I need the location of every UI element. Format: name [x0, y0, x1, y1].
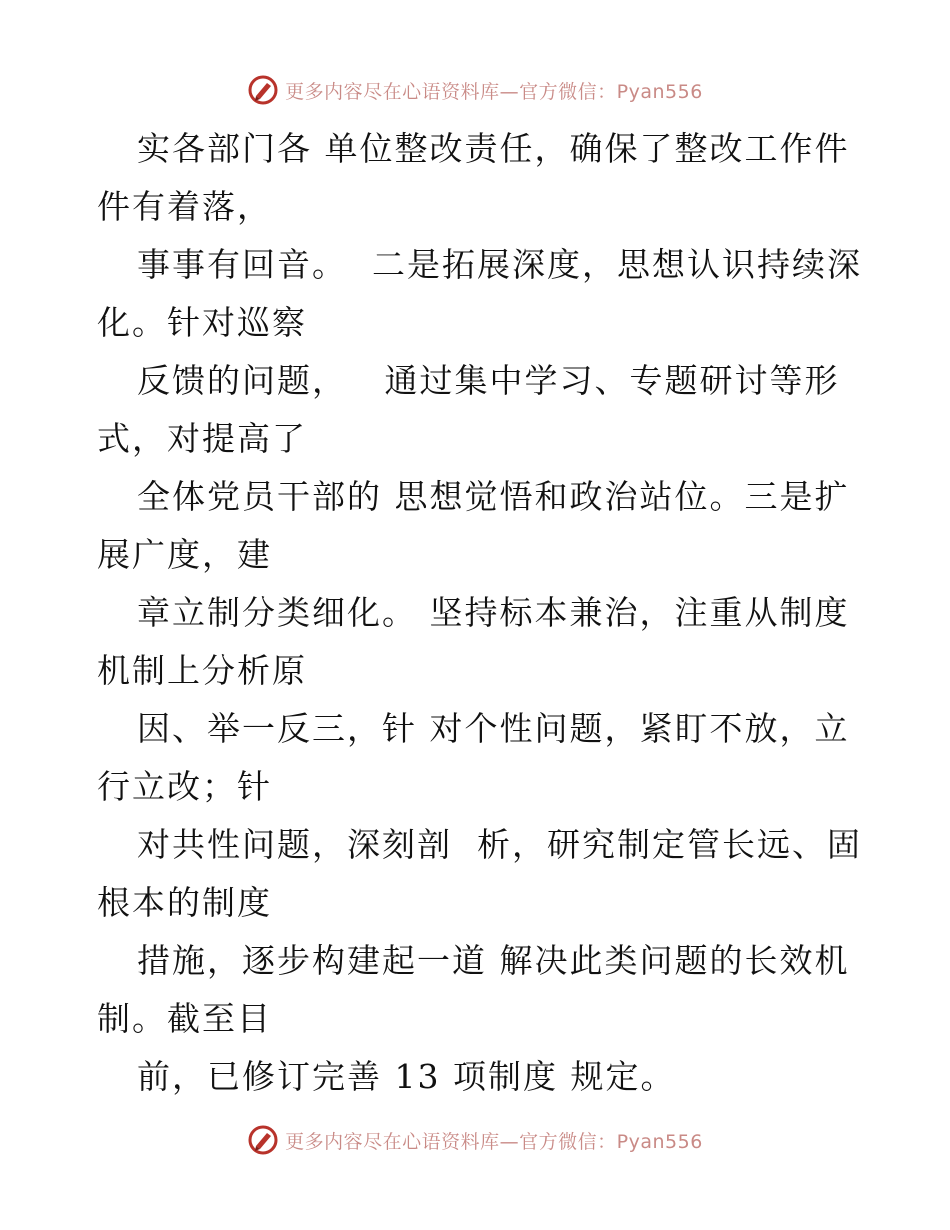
paragraph-line: 展广度，建 [97, 535, 272, 574]
paragraph-line: 件有着落， [97, 187, 272, 226]
footer-banner-inner [247, 1124, 703, 1156]
paragraph-line: 措施，逐步构建起一道 解决此类问题的长效机 [137, 941, 850, 980]
red-pen-circle-logo-icon [247, 74, 279, 106]
paragraph-line: 反馈的问题， 通过集中学习、专题研讨等形 [137, 361, 840, 400]
footer-banner [0, 1120, 950, 1160]
footer-banner-text: 更多内容尽在心语资料库—官方微信：Pyan556 [285, 1130, 703, 1153]
document-body [97, 120, 862, 1106]
paragraph-line: 行立改；针 [97, 767, 272, 806]
paragraph-line: 全体党员干部的 思想觉悟和政治站位。三是扩 [137, 477, 850, 516]
paragraph-line: 化。针对巡察 [97, 303, 307, 342]
paragraph-line: 制。截至目 [97, 999, 272, 1038]
paragraph-line: 对共性问题，深刻剖 析，研究制定管长远、固 [137, 825, 862, 864]
paragraph-line: 式，对提高了 [97, 419, 307, 458]
paragraph-line: 前，已修订完善 13 项制度 规定。 [137, 1057, 676, 1096]
red-pen-circle-logo-icon [247, 1124, 279, 1156]
paragraph-line: 章立制分类细化。 坚持标本兼治，注重从制度 [137, 593, 850, 632]
header-banner-text: 更多内容尽在心语资料库—官方微信：Pyan556 [285, 80, 703, 103]
paragraph-line: 机制上分析原 [97, 651, 307, 690]
paragraph-line: 因、举一反三，针 对个性问题，紧盯不放，立 [137, 709, 850, 748]
paragraph-line: 实各部门各 单位整改责任，确保了整改工作件 [137, 129, 850, 168]
header-banner-inner [247, 74, 703, 106]
paragraph-line: 根本的制度 [97, 883, 272, 922]
header-banner [0, 70, 950, 110]
paragraph-line: 事事有回音。 二是拓展深度，思想认识持续深 [137, 245, 862, 284]
